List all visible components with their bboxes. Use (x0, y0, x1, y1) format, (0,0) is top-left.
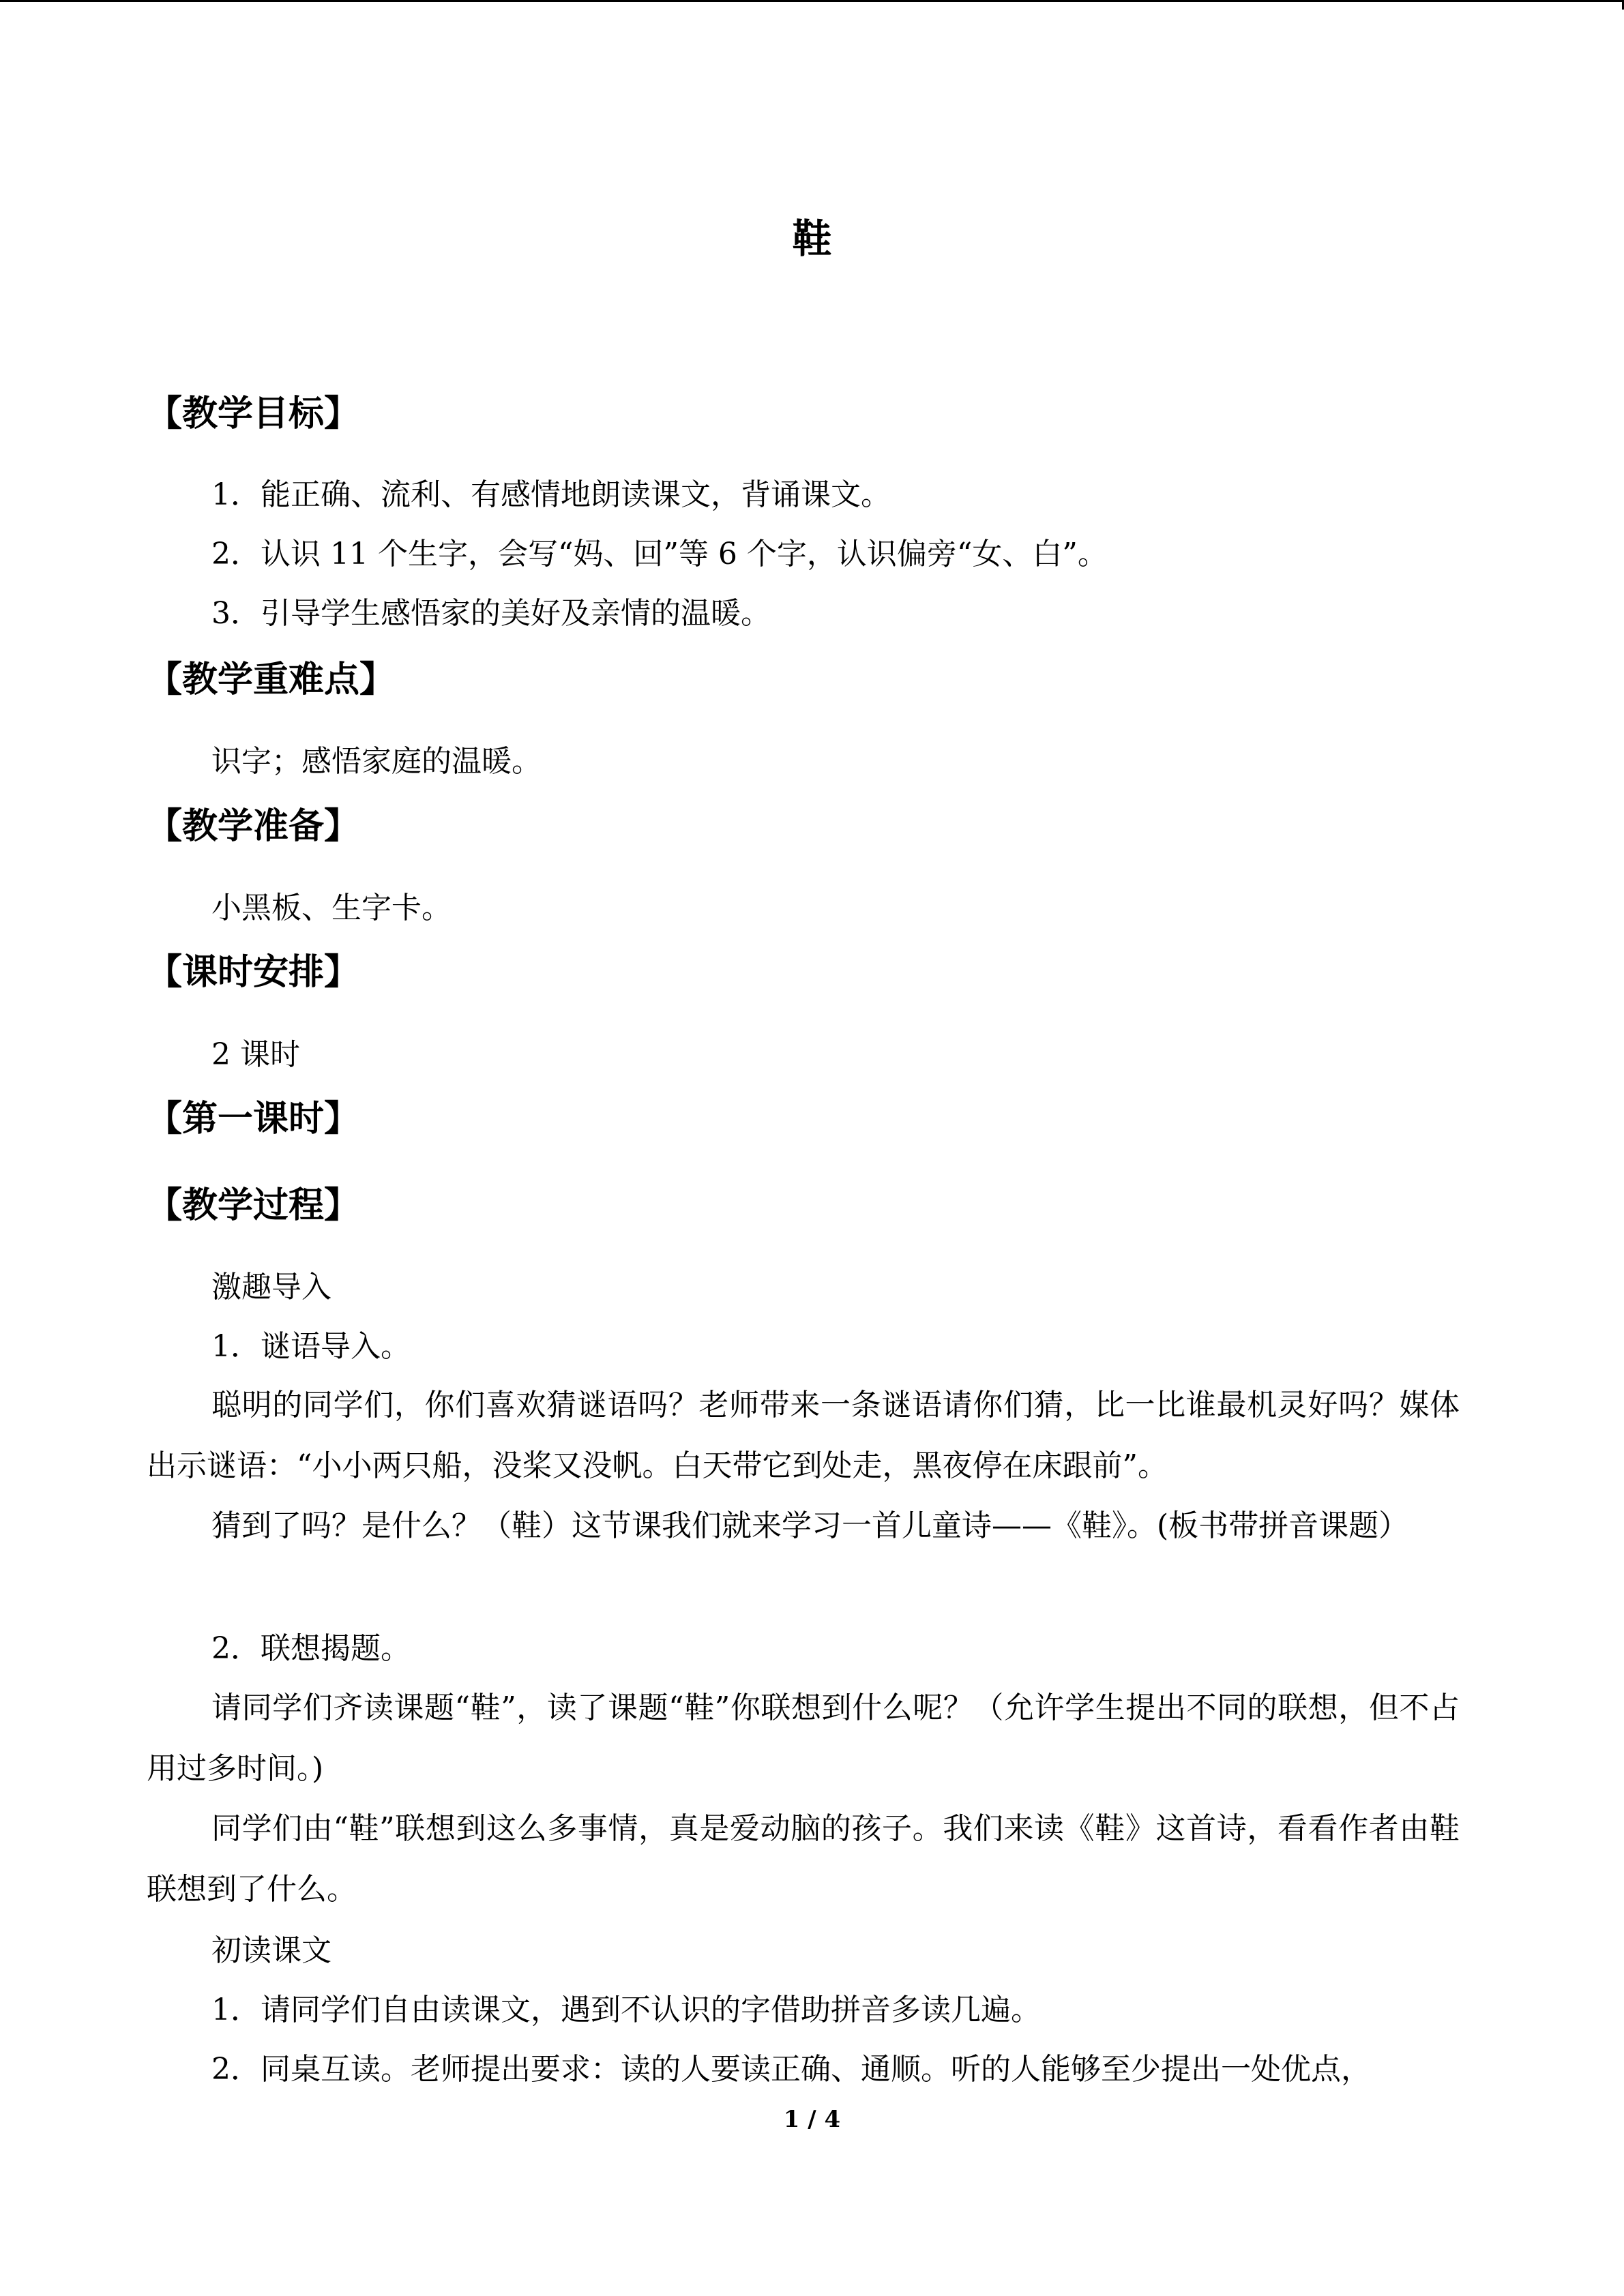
heading-schedule: 【课时安排】 (147, 952, 360, 993)
heading-key-points: 【教学重难点】 (147, 659, 396, 700)
process-paragraph-association: 请同学们齐读课题“鞋”，读了课题“鞋”你联想到什么呢？（允许学生提出不同的联想，但不占用过多时间。) (147, 1690, 1460, 1786)
heading-first-lesson: 【第一课时】 (147, 1099, 360, 1139)
goal-item-1: 1．能正确、流利、有感情地朗读课文，背诵课文。 (211, 477, 891, 512)
page-number: 1 / 4 (783, 2106, 841, 2133)
key-points-text: 识字；感悟家庭的温暖。 (211, 744, 542, 779)
process-paragraph-reading-poem: 同学们由“鞋”联想到这么多事情，真是爱动脑的孩子。我们来读《鞋》这首诗，看看作者由鞋联想到了什么。 (147, 1811, 1460, 1907)
process-line-association-title: 2．联想揭题。 (211, 1631, 411, 1666)
process-line-first-reading: 初读课文 (211, 1933, 331, 1968)
goal-item-2: 2．认识 11 个生字，会写“妈、回”等 6 个字，认识偏旁“女、白”。 (211, 537, 1108, 571)
process-line-intro: 激趣导入 (211, 1270, 331, 1304)
heading-preparation: 【教学准备】 (147, 806, 360, 847)
process-paragraph-answer: 猜到了吗？是什么？（鞋）这节课我们就来学习一首儿童诗——《鞋》。(板书带拼音课题） (211, 1508, 1409, 1543)
heading-teaching-goals: 【教学目标】 (147, 393, 360, 434)
goal-item-3: 3．引导学生感悟家的美好及亲情的温暖。 (211, 596, 771, 631)
process-line-riddle-title: 1．谜语导入。 (211, 1329, 411, 1364)
schedule-text: 2 课时 (211, 1037, 300, 1072)
heading-teaching-process: 【教学过程】 (147, 1185, 360, 1226)
page-top-border (0, 0, 1624, 2)
preparation-text: 小黑板、生字卡。 (211, 891, 452, 925)
document-title: 鞋 (792, 215, 832, 262)
process-paragraph-riddle: 聪明的同学们，你们喜欢猜谜语吗？老师带来一条谜语请你们猜，比一比谁最机灵好吗？媒体出示谜语：“小小两只船，没桨又没帆。白天带它到处走，黑夜停在床跟前”。 (147, 1388, 1460, 1483)
process-line-peer-reading: 2．同桌互读。老师提出要求：读的人要读正确、通顺。听的人能够至少提出一处优点， (211, 2052, 1371, 2087)
process-line-free-reading: 1．请同学们自由读课文，遇到不认识的字借助拼音多读几遍。 (211, 1993, 1041, 2027)
